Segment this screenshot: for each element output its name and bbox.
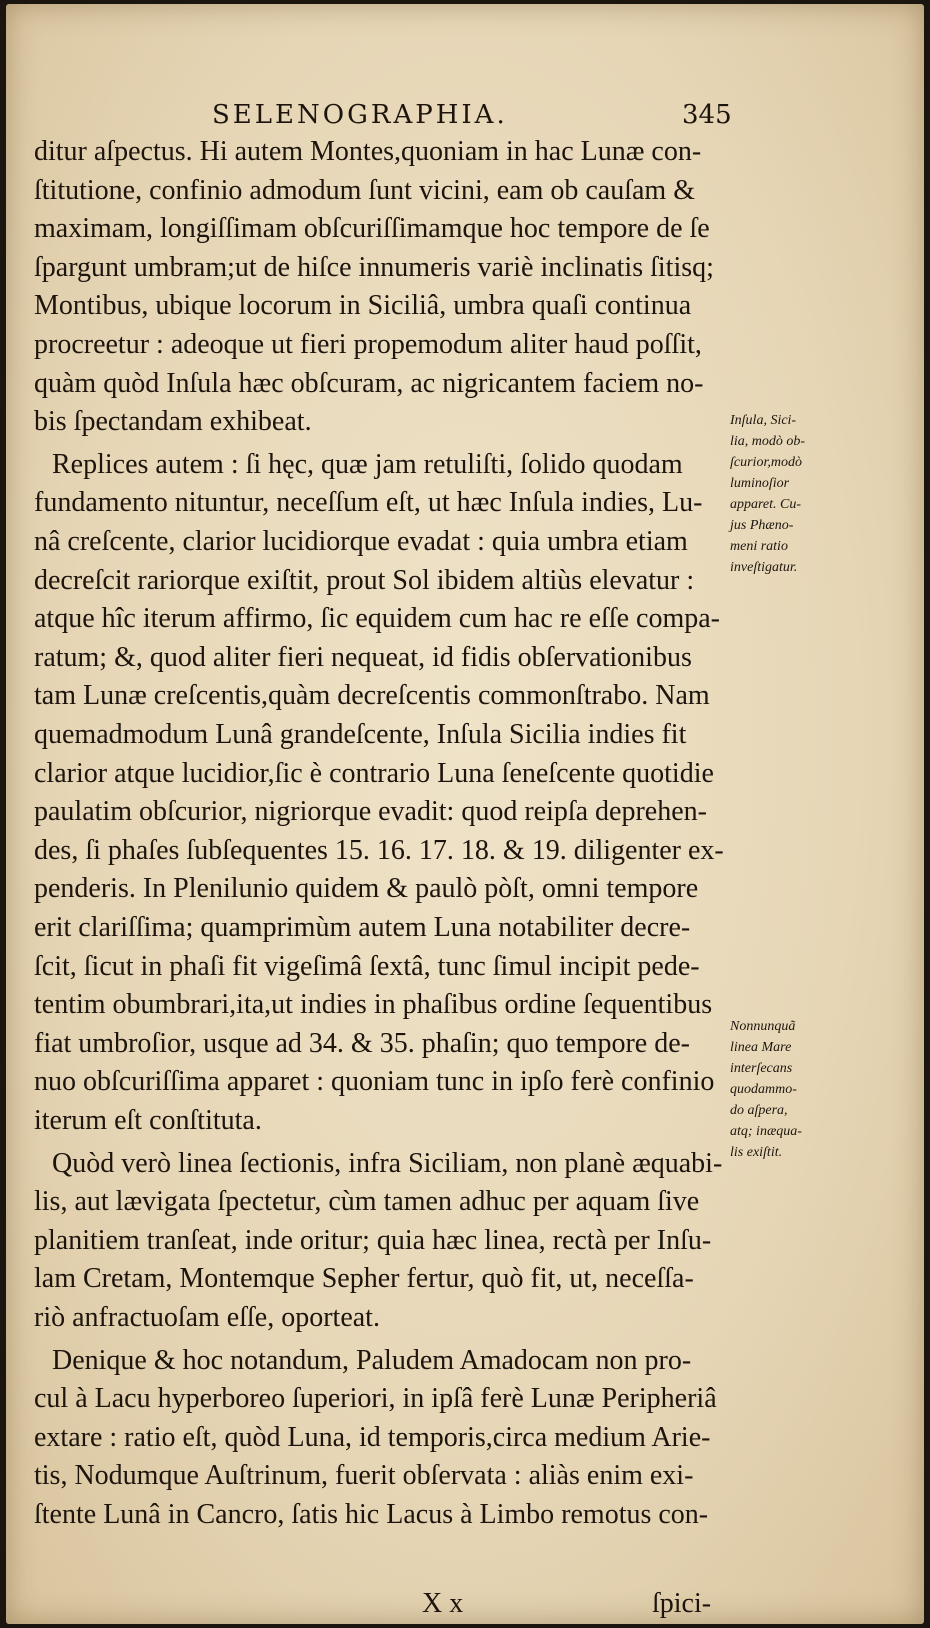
page-number: 345 [682,100,732,130]
text-line: procreetur : adeoque ut fieri propemodum aliter haud poſſit, [34,329,702,360]
text-line: fundamento nituntur, neceſſum eſt, ut hæc Inſula indies, Lu- [34,487,703,518]
text-line: tentim obumbrari,ita,ut indies in phaſibus ordine ſequentibus [34,989,713,1020]
text-line: iterum eſt conſtituta. [34,1105,262,1136]
text-line: ſtente Lunâ in Cancro, ſatis hic Lacus à Limbo remotus con- [34,1499,709,1530]
book-page [6,4,924,1624]
text-line: cul à Lacu hyperboreo ſuperiori, in ipſâ ferè Lunæ Peripheriâ [34,1383,717,1414]
margin-note-line: Inſula, Sici- [730,413,797,428]
margin-note-line: jus Phæno- [730,518,794,533]
margin-note-line: luminoſior [730,476,790,491]
running-head: SELENOGRAPHIA. [212,100,508,130]
text-line: atque hîc iterum affirmo, ſic equidem cum hac re eſſe compa- [34,603,720,634]
text-line: bis ſpectandam exhibeat. [34,406,312,437]
margin-note-line: Nonnunquã [730,1019,796,1034]
text-line: Replices autem : ſi hęc, quæ jam retuliſti, ſolido quodam [52,449,683,480]
text-line: Montibus, ubique locorum in Siciliâ, umbra quaſi continua [34,290,692,321]
text-line: planitiem tranſeat, inde oritur; quia hæc linea, rectà per Inſu- [34,1225,712,1256]
text-line: riò anfractuoſam eſſe, oporteat. [34,1302,380,1333]
text-line: des, ſi phaſes ſubſequentes 15. 16. 17. 18. & 19. diligenter ex- [34,835,724,866]
text-line: penderis. In Plenilunio quidem & paulò pòſt, omni tempore [34,873,699,904]
text-line: Denique & hoc notandum, Paludem Amadocam non pro- [52,1345,692,1376]
text-line: fiat umbroſior, usque ad 34. & 35. phaſin; quo tempore de- [34,1028,690,1059]
text-line: ſcit, ſicut in phaſi fit vigeſimâ ſextâ, tunc ſimul incipit pede- [34,951,700,982]
text-line: erit clariſſima; quamprimùm autem Luna notabiliter decre- [34,912,691,943]
signature-mark: X x [422,1588,464,1619]
text-line: ſpargunt umbram;ut de hiſce innumeris variè inclinatis ſitisq; [34,252,714,283]
text-line: maximam, longiſſimam obſcuriſſimamque hoc tempore de ſe [34,213,710,244]
text-line: extare : ratio eſt, quòd Luna, id temporis,circa medium Arie- [34,1422,711,1453]
margin-note-line: interſecans [730,1061,793,1076]
text-line: ratum; &, quod aliter fieri nequeat, id fidis obſervationibus [34,642,692,673]
text-line: ditur aſpectus. Hi autem Montes,quoniam in hac Lunæ con- [34,136,702,167]
text-line: lam Cretam, Montemque Sepher fertur, quò fit, ut, neceſſa- [34,1263,694,1294]
margin-note-line: inveſtigatur. [730,560,798,575]
margin-note-line: do aſpera, [730,1103,788,1118]
text-line: ſtitutione, confinio admodum ſunt vicini, eam ob cauſam & [34,175,695,206]
text-line: paulatim obſcurior, nigriorque evadit: quod reipſa deprehen- [34,796,707,827]
margin-note-line: atq; inæqua- [730,1124,802,1139]
margin-note-line: lia, modò ob- [730,434,806,449]
text-line: nâ creſcente, clarior lucidiorque evadat : quia umbra etiam [34,526,688,557]
text-line: quàm quòd Inſula hæc obſcuram, ac nigricantem faciem no- [34,368,704,399]
text-line: quemadmodum Lunâ grandeſcente, Inſula Sicilia indies fit [34,719,687,750]
text-line: lis, aut lævigata ſpectetur, cùm tamen adhuc per aquam ſive [34,1186,700,1217]
text-line: decreſcit rariorque exiſtit, prout Sol ibidem altiùs elevatur : [34,565,695,596]
text-line: clarior atque lucidior,ſic è contrario Luna ſeneſcente quotidie [34,758,714,789]
text-line: Quòd verò linea ſectionis, infra Siciliam, non planè æquabi- [52,1148,723,1179]
text-line: nuo obſcuriſſima apparet : quoniam tunc in ipſo ferè confinio [34,1066,715,1097]
catchword: ſpici- [652,1588,712,1619]
text-line: tis, Nodumque Auſtrinum, fuerit obſervata : aliàs enim exi- [34,1460,694,1491]
margin-note-line: meni ratio [730,539,788,554]
margin-note-line: ſcurior,modò [730,455,802,470]
margin-note-line: lis exiſtit. [730,1145,783,1160]
text-line: tam Lunæ creſcentis,quàm decreſcentis commonſtrabo. Nam [34,680,710,711]
margin-note-line: linea Mare [730,1040,792,1055]
margin-note-line: apparet. Cu- [730,497,802,512]
margin-note-line: quodammo- [730,1082,797,1097]
